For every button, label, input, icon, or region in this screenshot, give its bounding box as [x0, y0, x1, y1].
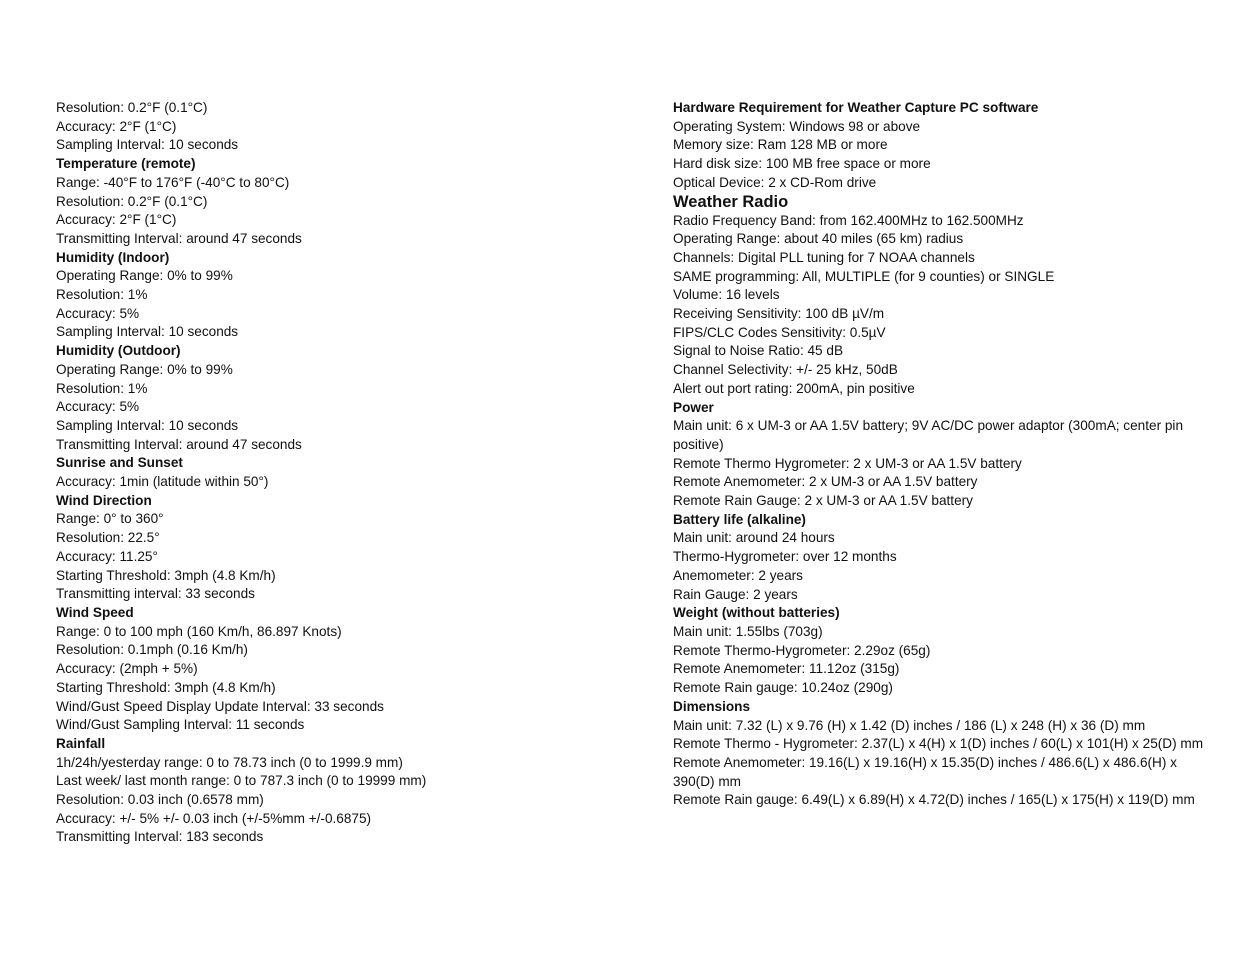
spec-line: Wind/Gust Sampling Interval: 11 seconds — [56, 717, 305, 733]
spec-line: Thermo-Hygrometer: over 12 months — [673, 549, 897, 565]
spec-line: Main unit: 7.32 (L) x 9.76 (H) x 1.42 (D) inches / 186 (L) x 248 (H) x 36 (D) mm — [673, 717, 1146, 733]
section-heading-rainfall: Rainfall — [56, 735, 106, 751]
section-title-weather-radio: Weather Radio — [673, 192, 789, 211]
spec-line: Resolution: 0.2°F (0.1°C) — [56, 193, 208, 209]
spec-line: Accuracy: 11.25° — [56, 548, 158, 564]
spec-line: Accuracy: 2°F (1°C) — [56, 212, 177, 228]
spec-line: Main unit: 1.55lbs (703g) — [673, 623, 823, 639]
spec-line: Remote Anemometer: 2 x UM-3 or AA 1.5V battery — [673, 474, 978, 490]
section-heading-wind-direction: Wind Direction — [56, 492, 152, 508]
spec-line: Alert out port rating: 200mA, pin positive — [673, 380, 915, 396]
spec-line: Resolution: 0.2°F (0.1°C) — [56, 100, 208, 115]
spec-line: Remote Thermo Hygrometer: 2 x UM-3 or AA 1.5V battery — [673, 455, 1022, 471]
spec-line: Remote Rain gauge: 6.49(L) x 6.89(H) x 4.72(D) inches / 165(L) x 175(H) x 119(D) mm — [673, 792, 1195, 808]
spec-line: Accuracy: (2mph + 5%) — [56, 661, 198, 677]
spec-line: Resolution: 0.1mph (0.16 Km/h) — [56, 642, 248, 658]
spec-line: Range: 0° to 360° — [56, 511, 164, 527]
spec-line: Memory size: Ram 128 MB or more — [673, 137, 888, 153]
section-heading-power: Power — [673, 399, 714, 415]
spec-line: FIPS/CLC Codes Sensitivity: 0.5µV — [673, 324, 886, 340]
spec-line: Main unit: 6 x UM-3 or AA 1.5V battery; 9V AC/DC power adaptor (300mA; center pin positive) — [673, 418, 1184, 452]
spec-line: 1h/24h/yesterday range: 0 to 78.73 inch (0 to 1999.9 mm) — [56, 754, 403, 770]
spec-line: Operating Range: about 40 miles (65 km) radius — [673, 231, 964, 247]
spec-line: Remote Thermo-Hygrometer: 2.29oz (65g) — [673, 642, 931, 658]
spec-line: Anemometer: 2 years — [673, 567, 803, 583]
spec-line: Channel Selectivity: +/- 25 kHz, 50dB — [673, 362, 898, 378]
spec-line: Accuracy: 1min (latitude within 50°) — [56, 474, 269, 490]
spec-line: Radio Frequency Band: from 162.400MHz to 162.500MHz — [673, 212, 1024, 228]
spec-line: Sampling Interval: 10 seconds — [56, 137, 239, 153]
spec-line: Main unit: around 24 hours — [673, 530, 835, 546]
spec-line: Transmitting Interval: around 47 seconds — [56, 230, 302, 246]
spec-line: Transmitting Interval: around 47 seconds — [56, 436, 302, 452]
spec-line: Resolution: 22.5° — [56, 530, 160, 546]
spec-line: Remote Rain gauge: 10.24oz (290g) — [673, 680, 893, 696]
spec-line: Operating System: Windows 98 or above — [673, 118, 921, 134]
section-heading-dimensions: Dimensions — [673, 698, 751, 714]
section-heading-battery-life-alkaline: Battery life (alkaline) — [673, 511, 806, 527]
section-heading-weight-without-batteries: Weight (without batteries) — [673, 605, 840, 621]
spec-line: Remote Anemometer: 19.16(L) x 19.16(H) x 15.35(D) inches / 486.6(L) x 486.6(H) x 390(D) mm — [673, 754, 1177, 789]
spec-line: Starting Threshold: 3mph (4.8 Km/h) — [56, 567, 276, 583]
spec-line: Operating Range: 0% to 99% — [56, 361, 233, 377]
spec-line: Accuracy: 5% — [56, 399, 140, 415]
spec-line: Range: 0 to 100 mph (160 Km/h, 86.897 Knots) — [56, 623, 342, 639]
spec-line: Accuracy: 5% — [56, 305, 140, 321]
spec-line: Range: -40°F to 176°F (-40°C to 80°C) — [56, 174, 290, 190]
spec-line: Transmitting Interval: 183 seconds — [56, 829, 264, 845]
section-heading-humidity-indoor: Humidity (Indoor) — [56, 249, 170, 265]
spec-line: Resolution: 1% — [56, 287, 148, 303]
spec-line: Signal to Noise Ratio: 45 dB — [673, 343, 844, 359]
spec-line: Operating Range: 0% to 99% — [56, 268, 233, 284]
spec-line: Accuracy: +/- 5% +/- 0.03 inch (+/-5%mm +/-0.6875) — [56, 810, 372, 826]
spec-line: Resolution: 0.03 inch (0.6578 mm) — [56, 792, 264, 808]
spec-line: Resolution: 1% — [56, 380, 148, 396]
spec-line: Remote Anemometer: 11.12oz (315g) — [673, 661, 900, 677]
spec-line: Transmitting interval: 33 seconds — [56, 586, 255, 602]
section-heading-hardware-requirement-for-weather-capture-pc-software: Hardware Requirement for Weather Capture PC software — [673, 100, 1039, 115]
section-heading-wind-speed: Wind Speed — [56, 604, 134, 620]
spec-line: Starting Threshold: 3mph (4.8 Km/h) — [56, 679, 276, 695]
spec-line: Accuracy: 2°F (1°C) — [56, 118, 177, 134]
section-heading-temperature-remote: Temperature (remote) — [56, 156, 196, 172]
spec-line: Last week/ last month range: 0 to 787.3 inch (0 to 19999 mm) — [56, 773, 427, 789]
spec-line: Wind/Gust Speed Display Update Interval: 33 seconds — [56, 698, 384, 714]
spec-line: Channels: Digital PLL tuning for 7 NOAA channels — [673, 249, 975, 265]
right-spec-column — [673, 99, 1204, 810]
spec-line: Sampling Interval: 10 seconds — [56, 417, 239, 433]
spec-line: Hard disk size: 100 MB free space or more — [673, 156, 931, 172]
section-heading-sunrise-and-sunset: Sunrise and Sunset — [56, 455, 183, 471]
spec-line: Rain Gauge: 2 years — [673, 586, 798, 602]
spec-line: Optical Device: 2 x CD-Rom drive — [673, 174, 877, 190]
spec-line: Remote Thermo - Hygrometer: 2.37(L) x 4(H) x 1(D) inches / 60(L) x 101(H) x 25(D) mm — [673, 736, 1204, 752]
left-spec-column — [56, 99, 616, 847]
spec-line: SAME programming: All, MULTIPLE (for 9 counties) or SINGLE — [673, 268, 1055, 284]
spec-line: Remote Rain Gauge: 2 x UM-3 or AA 1.5V battery — [673, 493, 973, 509]
section-heading-humidity-outdoor: Humidity (Outdoor) — [56, 343, 181, 359]
spec-line: Receiving Sensitivity: 100 dB µV/m — [673, 306, 885, 322]
spec-line: Sampling Interval: 10 seconds — [56, 324, 239, 340]
spec-line: Volume: 16 levels — [673, 287, 780, 303]
